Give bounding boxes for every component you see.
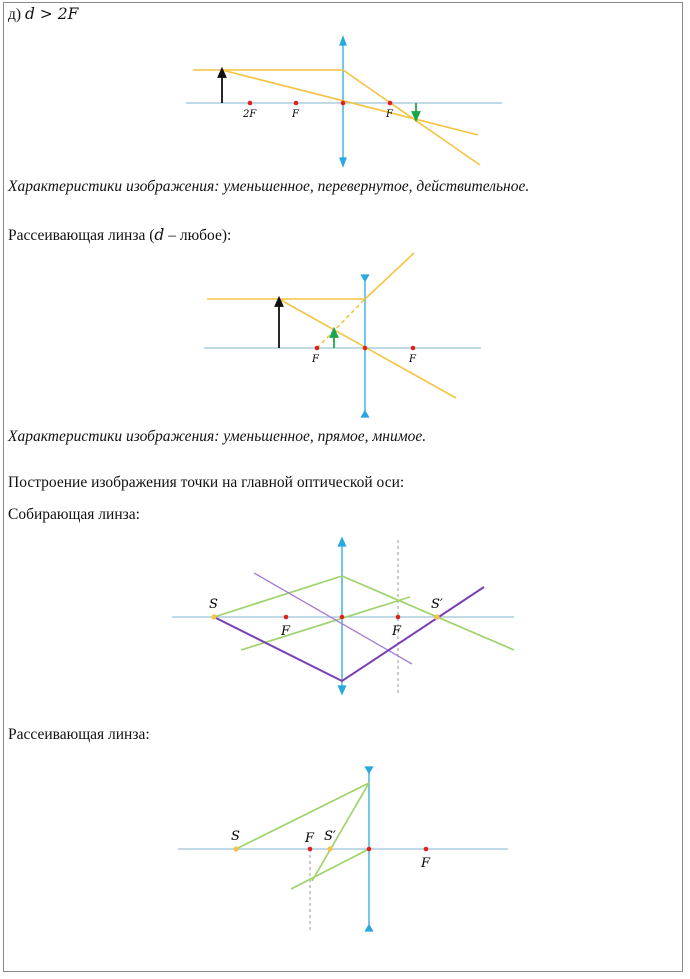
diverging-heading-post: – любое): bbox=[164, 227, 232, 244]
image-point-s-prime bbox=[327, 846, 332, 851]
converging-lens-heading: Собирающая линза: bbox=[8, 506, 140, 523]
focus-point-2f bbox=[248, 101, 253, 106]
label-f-left: F bbox=[292, 109, 299, 120]
object-arrow bbox=[276, 298, 283, 348]
focus-point-f-left bbox=[294, 101, 299, 106]
label-f: F bbox=[305, 831, 315, 846]
label-s-prime: S′ bbox=[431, 597, 443, 612]
diverging-lens-heading: Рассеивающая линза: bbox=[8, 726, 150, 743]
focus-point-f-right bbox=[424, 847, 429, 852]
section-d-label: д) bbox=[8, 6, 25, 23]
label-f-right: F bbox=[386, 109, 393, 120]
section-d-condition: d > 2F bbox=[24, 5, 79, 23]
focus-point-f-left bbox=[308, 847, 313, 852]
figure-converging-point bbox=[0, 520, 690, 720]
rays bbox=[193, 70, 480, 165]
figure-converging-d-gt-2f bbox=[0, 0, 690, 180]
label-2f: 2F bbox=[243, 109, 257, 120]
diverging-heading-pre: Рассеивающая линза ( bbox=[8, 227, 155, 244]
diverging-heading-var: d bbox=[154, 226, 165, 244]
focus-point-f-right bbox=[388, 101, 393, 106]
label-s: S bbox=[231, 829, 240, 844]
figure-diverging-any-d bbox=[0, 240, 690, 420]
figure-diverging-point bbox=[0, 760, 690, 940]
label-f-right: F bbox=[409, 354, 416, 365]
lens-center-point bbox=[363, 346, 368, 351]
lens-center-point bbox=[340, 615, 345, 620]
label-s-prime: S′ bbox=[324, 829, 336, 844]
object-arrow bbox=[219, 69, 226, 103]
label-f-left: F bbox=[312, 354, 319, 365]
focus-point-f-left bbox=[315, 346, 320, 351]
label-f-right: F bbox=[421, 856, 431, 871]
lens-center-point bbox=[341, 101, 346, 106]
label-s: S bbox=[209, 597, 218, 612]
green-rays bbox=[236, 783, 369, 889]
source-point-s bbox=[211, 614, 216, 619]
lens-center-point bbox=[367, 847, 372, 852]
label-f-left: F bbox=[281, 624, 291, 639]
image-arrow bbox=[413, 103, 420, 120]
focus-point-f-left bbox=[284, 615, 289, 620]
label-f-right: F bbox=[392, 624, 402, 639]
point-construction-heading: Построение изображения точки на главной оптической оси: bbox=[8, 474, 405, 491]
characteristics-2: Характеристики изображения: уменьшенное, прямое, мнимое. bbox=[8, 428, 427, 445]
source-point-s bbox=[233, 846, 238, 851]
focus-point-f-right bbox=[411, 346, 416, 351]
characteristics-1: Характеристики изображения: уменьшенное, перевернутое, действительное. bbox=[8, 178, 530, 195]
image-point-s-prime bbox=[434, 614, 439, 619]
rays bbox=[207, 253, 456, 398]
focus-point-f-right bbox=[396, 615, 401, 620]
purple-rays bbox=[214, 573, 484, 681]
